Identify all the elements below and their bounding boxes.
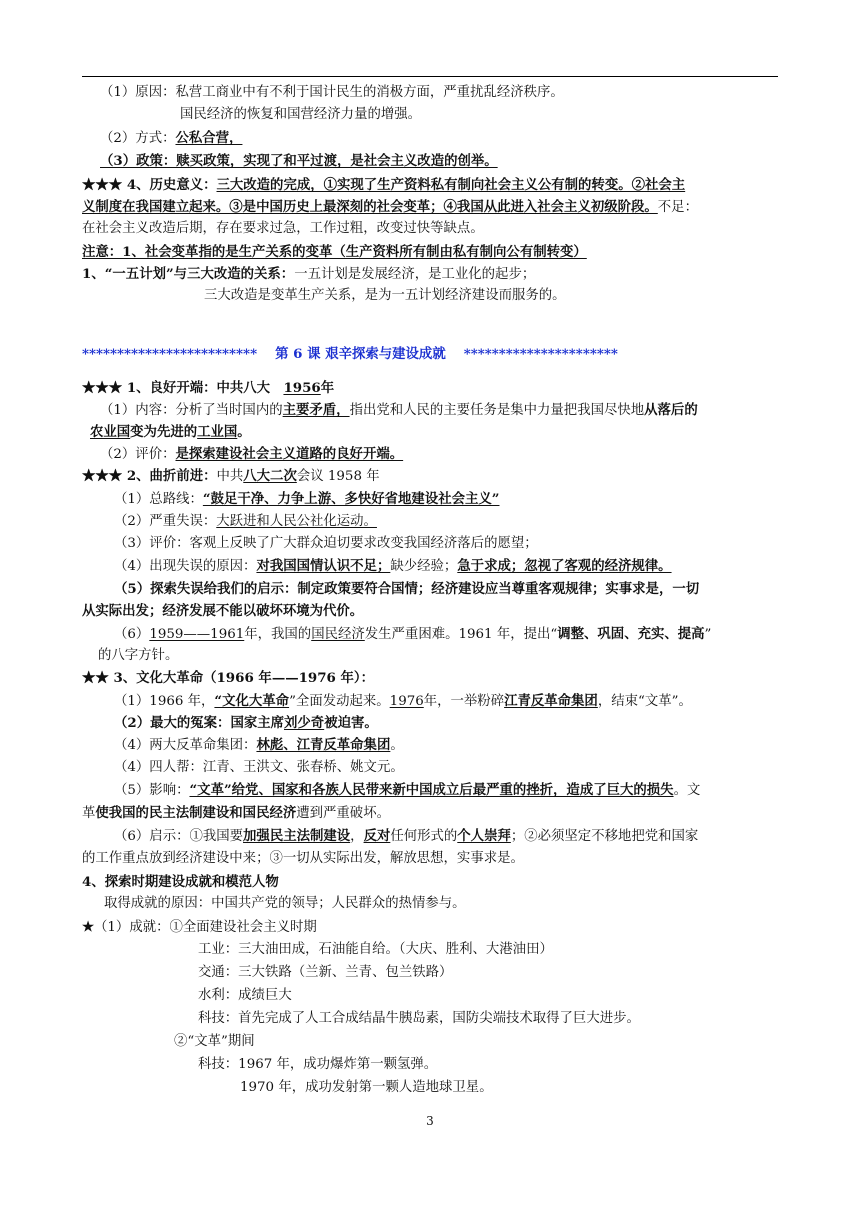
text-line: 从实际出发；经济发展不能以破坏环境为代价。: [82, 603, 364, 619]
text-line: （3）评价：客观上反映了广大群众迫切要求改变我国经济落后的愿望；: [114, 536, 538, 551]
text-line: 注意：1、社会变革指的是生产关系的变革（生产资料所有制由私有制向公有制转变）: [82, 244, 587, 260]
text-line: ★（1）成就：①全面建设社会主义时期: [82, 919, 317, 935]
text-line: （6）启示：①我国要加强民主法制建设，反对任何形式的个人崇拜；②必须坚定不移地把党和国家: [114, 828, 699, 844]
text-line: 交通：三大铁路（兰新、兰青、包兰铁路）: [198, 965, 453, 980]
text-line: （4）两大反革命集团：林彪、江青反革命集团。: [114, 737, 404, 753]
text-line: 科技：1967 年，成功爆炸第一颗氢弹。: [198, 1057, 438, 1072]
text-line: 三大改造是变革生产关系，是为一五计划经济建设而服务的。: [204, 288, 566, 303]
text-line: ★★ 3、文化大革命（1966 年——1976 年）：: [82, 670, 374, 686]
text-line: （1）1966 年，“文化大革命”全面发动起来。1976年，一举粉碎江青反革命集团，结束“文革”。: [114, 693, 692, 709]
text-line: 1970 年，成功发射第一颗人造地球卫星。: [240, 1080, 493, 1095]
text-line: 国民经济的恢复和国营经济力量的增强。: [180, 107, 422, 122]
text-line: ★★★ 4、历史意义：三大改造的完成，①实现了生产资料私有制向社会主义公有制的转变。②社会主: [82, 177, 686, 193]
page-number: 3: [426, 1114, 434, 1128]
text-line: （4）四人帮：江青、王洪文、张春桥、姚文元。: [114, 760, 404, 775]
text-line: （5）影响：“文革”给党、国家和各族人民带来新中国成立后最严重的挫折，造成了巨大的损失。文: [114, 782, 701, 798]
text-line: （2）评价：是探索建设社会主义道路的良好开端。: [100, 446, 404, 462]
text-line: 革使我国的民主法制建设和国民经济遭到严重破坏。: [82, 805, 390, 821]
text-line: 的工作重点放到经济建设中来；③一切从实际出发，解放思想，实事求是。: [82, 851, 524, 866]
text-line: （1）原因：私营工商业中有不利于国计民生的消极方面，严重扰乱经济秩序。: [100, 85, 564, 100]
header-rule: [82, 76, 778, 77]
text-line: （2）严重失误：大跃进和人民公社化运动。: [114, 514, 377, 529]
text-line: 科技：首先完成了人工合成结晶牛胰岛素，国防尖端技术取得了巨大进步。: [198, 1011, 640, 1026]
text-line: 义制度在我国建立起来。③是中国历史上最深刻的社会变革；④我国从此进入社会主义初级阶段。不足：: [82, 199, 698, 215]
text-line: 水利：成绩巨大: [198, 988, 292, 1003]
text-line: 工业：三大油田成，石油能自给。（大庆、胜利、大港油田）: [198, 942, 553, 957]
text-line: （2）最大的冤案：国家主席刘少奇被迫害。: [114, 715, 378, 731]
text-line: ★★★ 1、良好开端：中共八大 1956年: [82, 380, 335, 396]
text-line: ②“文革”期间: [174, 1034, 255, 1049]
star-icon: ★: [82, 919, 95, 935]
text-line: （3）政策：赎买政策，实现了和平过渡，是社会主义改造的创举。: [100, 153, 498, 169]
text-line: 4、探索时期建设成就和模范人物: [82, 874, 279, 890]
text-line: （6）1959——1961年，我国的国民经济发生严重困难。1961 年，提出“调整、巩固、充实、提高”: [114, 626, 712, 642]
lesson-heading: ************************* 第 6 课 艰辛探索与建设成就 **********************: [82, 346, 618, 362]
text-line: 的八字方针。: [98, 648, 179, 663]
text-line: （2）方式：公私合营，: [100, 130, 243, 146]
text-line: （4）出现失误的原因：对我国国情认识不足；缺少经验；急于求成；忽视了客观的经济规律。: [114, 558, 672, 574]
text-line: （1）总路线：“鼓足干净、力争上游、多快好省地建设社会主义”: [114, 491, 500, 507]
text-line: 农业国变为先进的工业国。: [90, 424, 251, 440]
text-line: 1、“一五计划”与三大改造的关系：一五计划是发展经济，是工业化的起步；: [82, 266, 536, 282]
text-line: 取得成就的原因：中国共产党的领导；人民群众的热情参与。: [104, 896, 466, 911]
text-line: （1）内容：分析了当时国内的主要矛盾，指出党和人民的主要任务是集中力量把我国尽快地从落后的: [100, 402, 698, 418]
text-line: 在社会主义改造后期，存在要求过急，工作过粗，改变过快等缺点。: [82, 221, 484, 236]
text-line: ★★★ 2、曲折前进：中共八大二次会议 1958 年: [82, 468, 380, 484]
text-line: （5）探索失误给我们的启示：制定政策要符合国情；经济建设应当尊重客观规律；实事求是，一切: [114, 581, 700, 597]
